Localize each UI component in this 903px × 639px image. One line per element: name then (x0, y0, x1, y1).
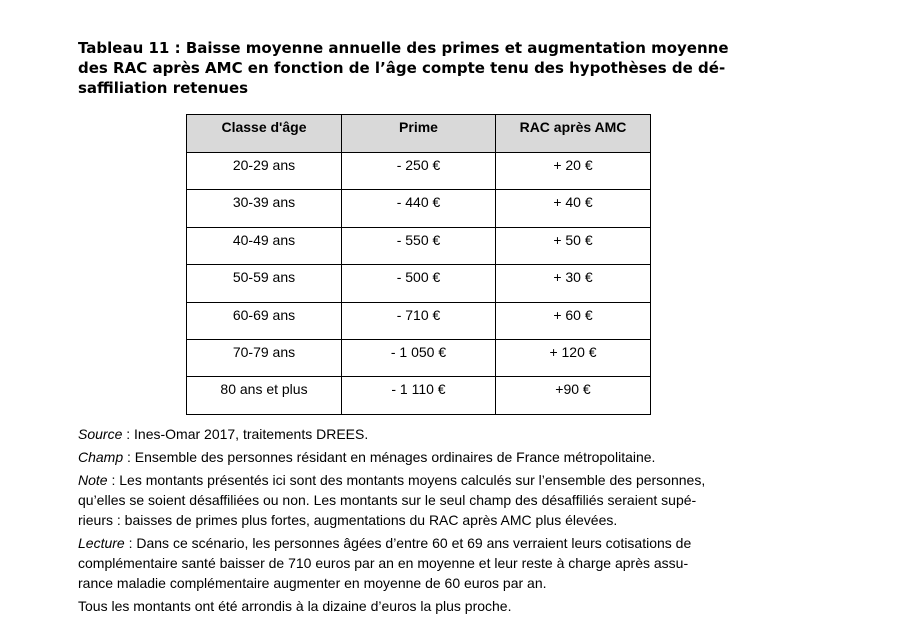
lecture-label: Lecture (78, 535, 125, 551)
cell-age-class: 50-59 ans (187, 265, 342, 302)
rounding-note: Tous les montants ont été arrondis à la dizaine d’euros la plus proche. (78, 598, 512, 614)
header-age-class: Classe d'âge (187, 115, 342, 153)
header-prime: Prime (342, 115, 496, 153)
title-line: saffiliation retenues (78, 79, 249, 97)
lecture-line: : Dans ce scénario, les personnes âgées d’entre 60 et 69 ans verraient leurs cotisations de (124, 535, 692, 551)
cell-rac: + 50 € (496, 227, 651, 264)
lecture-line: complémentaire santé baisser de 710 euros par an en moyenne et leur reste à charge après assu- (78, 555, 689, 571)
lecture-paragraph (78, 533, 778, 593)
table-header-row (187, 115, 651, 153)
lecture-line: rance maladie complémentaire augmenter en moyenne de 60 euros par an. (78, 575, 547, 591)
cell-rac: + 120 € (496, 339, 651, 376)
cell-age-class: 20-29 ans (187, 153, 342, 190)
cell-age-class: 60-69 ans (187, 302, 342, 339)
cell-prime: - 550 € (342, 227, 496, 264)
cell-rac: + 60 € (496, 302, 651, 339)
cell-prime: - 250 € (342, 153, 496, 190)
note-line: rieurs : baisses de primes plus fortes, augmentations du RAC après AMC plus élevées. (78, 512, 618, 528)
title-line: des RAC après AMC en fonction de l’âge compte tenu des hypothèses de dé- (78, 59, 726, 77)
note-paragraph (78, 470, 778, 530)
cell-prime: - 1 050 € (342, 339, 496, 376)
cell-prime: - 440 € (342, 190, 496, 227)
table-row (187, 153, 651, 190)
cell-prime: - 1 110 € (342, 377, 496, 414)
source-text: : Ines-Omar 2017, traitements DREES. (122, 426, 369, 442)
champ-note (78, 447, 778, 467)
cell-rac: + 40 € (496, 190, 651, 227)
cell-age-class: 70-79 ans (187, 339, 342, 376)
note-line: : Les montants présentés ici sont des montants moyens calculés sur l’ensemble des personnes, (107, 472, 706, 488)
source-note (78, 424, 778, 444)
table-row (187, 227, 651, 264)
note-line: qu’elles se soient désaffiliées ou non. Les montants sur le seul champ des désaffiliés seraient supé- (78, 492, 697, 508)
source-label: Source (78, 426, 123, 442)
cell-age-class: 30-39 ans (187, 190, 342, 227)
cell-rac: + 20 € (496, 153, 651, 190)
header-rac: RAC après AMC (496, 115, 651, 153)
table-row (187, 190, 651, 227)
cell-prime: - 710 € (342, 302, 496, 339)
cell-prime: - 500 € (342, 265, 496, 302)
champ-label: Champ (78, 449, 124, 465)
cell-age-class: 80 ans et plus (187, 377, 342, 414)
cell-rac: + 30 € (496, 265, 651, 302)
table-row (187, 377, 651, 414)
cell-rac: +90 € (496, 377, 651, 414)
table-row (187, 265, 651, 302)
title-line: Tableau 11 : Baisse moyenne annuelle des primes et augmentation moyenne (78, 39, 729, 57)
champ-text: : Ensemble des personnes résidant en ménages ordinaires de France métropolitaine. (123, 449, 656, 465)
table-row (187, 339, 651, 376)
table-title (78, 38, 768, 98)
note-label: Note (78, 472, 108, 488)
table-row (187, 302, 651, 339)
cell-age-class: 40-49 ans (187, 227, 342, 264)
table-notes (78, 424, 778, 617)
age-class-table (186, 114, 651, 415)
